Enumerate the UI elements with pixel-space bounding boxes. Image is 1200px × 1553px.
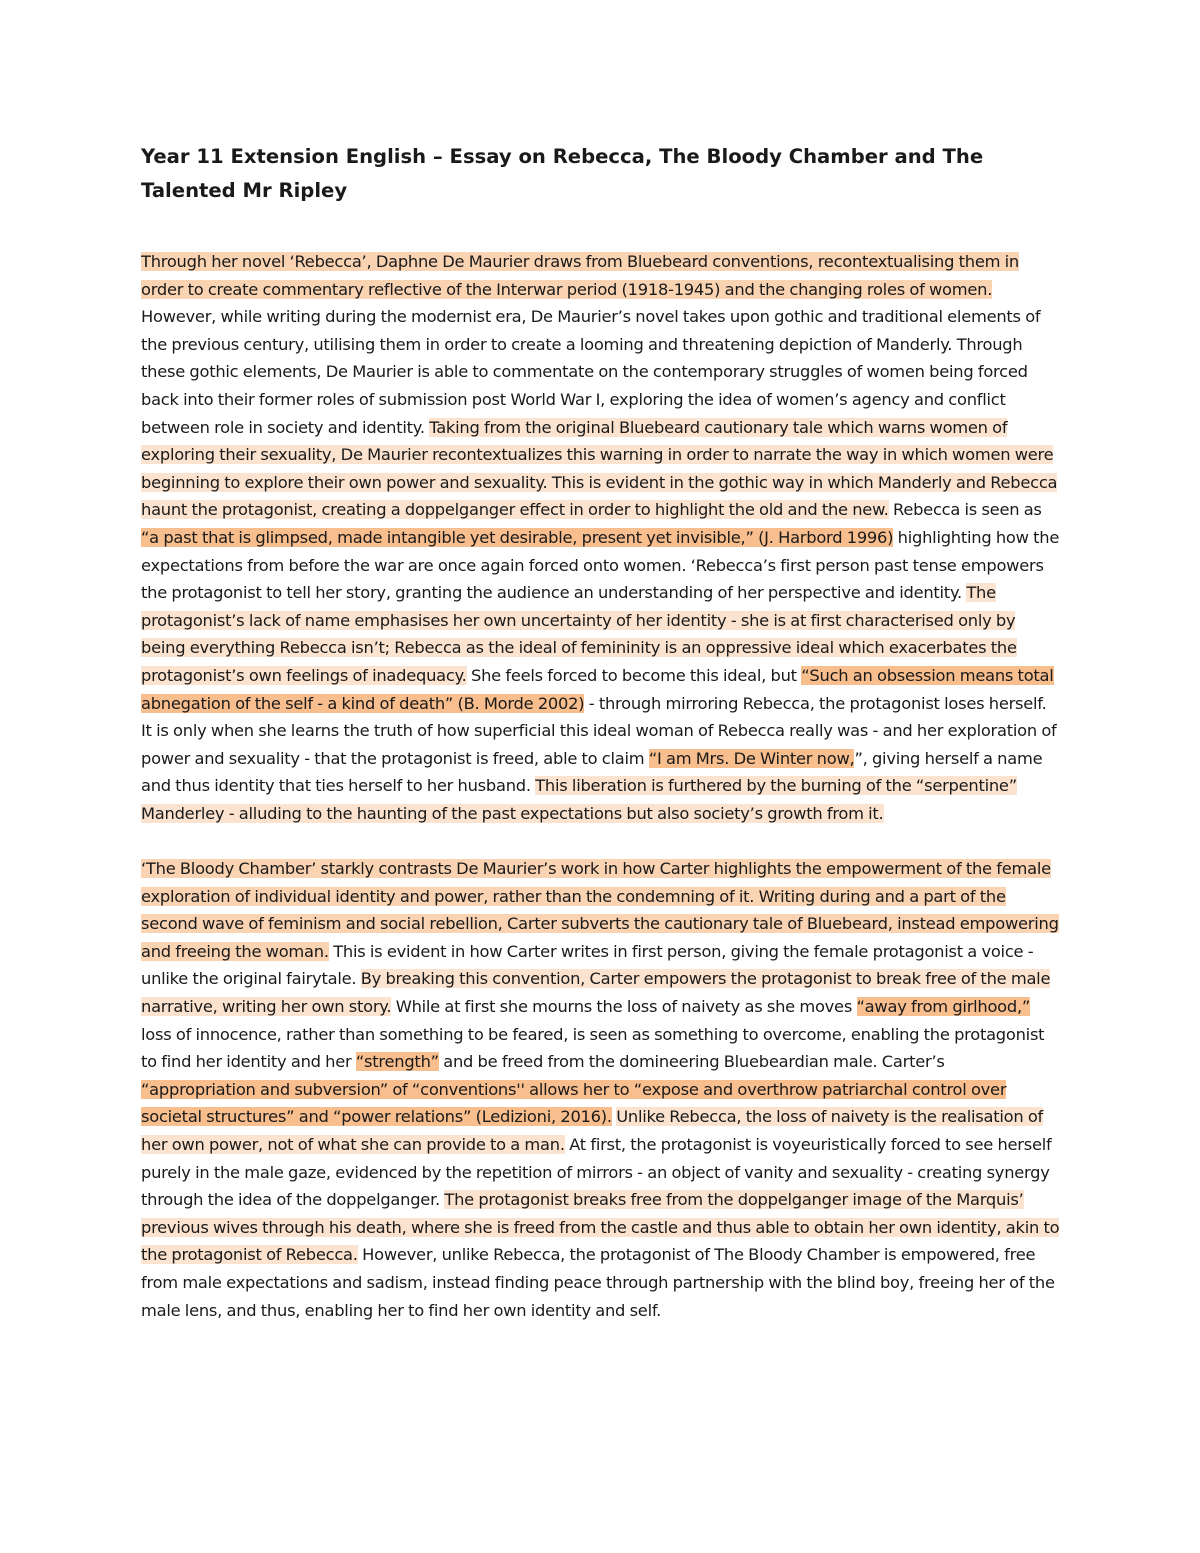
text-segment: Unlike Rebecca, the loss of naivety is the realisation of her own power, not of what she can provide to a man. bbox=[141, 1107, 1044, 1154]
quote-highlight: “strength” bbox=[355, 1052, 439, 1072]
quote-highlight: “Such an obsession means total abnegation of the self - a kind of death” (B. Morde 2002) bbox=[141, 665, 1054, 713]
essay-title: Year 11 Extension English – Essay on Rebecca, The Bloody Chamber and The Talented Mr Ripley bbox=[141, 145, 984, 202]
text-segment: The protagonist’s lack of name emphasises her own uncertainty of her identity - she is at first characterised only by being everything Rebecca isn’t; Rebecca as the ideal of femininity is an oppressive ideal which exacerbates the protagonist’s own feelings of inadequacy. bbox=[141, 583, 1017, 685]
text-segment: The protagonist breaks free from the doppelganger image of the Marquis’ previous wives through his death, where she is freed from the castle and thus able to obtain her own identity, akin to the protagonist of Rebecca. bbox=[141, 1190, 1060, 1265]
text-segment: While at first she mourns the loss of naivety as she moves bbox=[391, 997, 857, 1017]
text-segment: Through her novel ‘Rebecca’, Daphne De Maurier draws from Bluebeard conventions, recontextualising them in order to create commentary reflective of the Interwar period (1918-1945) and the changing roles of women. bbox=[141, 252, 1019, 299]
text-segment: - through mirroring Rebecca, the protagonist loses herself. It is only when she learns the truth of how superficial this ideal woman of Rebecca really was - and her exploration of power and sexuality - that the protagonist is freed, able to claim bbox=[141, 693, 1057, 768]
text-segment: However, unlike Rebecca, the protagonist of The Bloody Chamber is empowered, free from male expectations and sadism, instead finding peace through partnership with the blind boy, freeing her of the male lens, and thus, enabling her to find her own identity and self. bbox=[141, 1245, 1055, 1320]
text-segment: ‘The Bloody Chamber’ starkly contrasts De Maurier’s work in how Carter highlights the empowerment of the female exploration of individual identity and power, rather than the condemning of it. Writing during and a part of the second wave of feminism and social rebellion, Carter subverts the cautionary tale of Bluebeard, instead empowering and freeing the woman. bbox=[141, 859, 1059, 961]
text-segment: loss of innocence, rather than something to be feared, is seen as something to overcome, enabling the protagonist to find her identity and her bbox=[141, 1024, 1045, 1072]
text-segment: She feels forced to become this ideal, but bbox=[466, 665, 802, 685]
text-segment: By breaking this convention, Carter empowers the protagonist to break free of the male narrative, writing her own story. bbox=[141, 969, 1051, 1017]
quote-highlight: “away from girlhood,” bbox=[856, 997, 1031, 1017]
quote-highlight: “a past that is glimpsed, made intangible yet desirable, present yet invisible,” (J. Harbord 1996) bbox=[141, 527, 894, 547]
text-segment: This liberation is furthered by the burning of the “serpentine” Manderley - alluding to the haunting of the past expectations but also society’s growth from it. bbox=[141, 776, 1017, 823]
text-segment: This is evident in how Carter writes in first person, giving the female protagonist a voice - unlike the original fairytale. bbox=[141, 941, 1034, 989]
text-segment: At first, the protagonist is voyeuristically forced to see herself purely in the male gaze, evidenced by the repetition of mirrors - an object of vanity and sexuality - creating synergy through the idea of the doppelganger. bbox=[141, 1135, 1052, 1210]
text-segment: highlighting how the expectations from before the war are once again forced onto women. ‘Rebecca’s first person past tense empowers the protagonist to tell her story, granting the audience an understanding of her perspective and identity. bbox=[141, 527, 1060, 603]
document-page bbox=[141, 140, 1061, 1324]
quote-highlight: “appropriation and subversion” of “conventions'' allows her to “expose and overthrow patriarchal control over societal structures” and “power relations” (Ledizioni, 2016). bbox=[141, 1079, 1007, 1127]
text-segment: ”, giving herself a name and thus identity that ties herself to her husband. bbox=[141, 748, 1043, 796]
quote-highlight: “I am Mrs. De Winter now, bbox=[648, 748, 855, 768]
paragraph-rebecca bbox=[141, 248, 1061, 827]
text-segment: Rebecca is seen as bbox=[888, 500, 1042, 520]
text-segment: However, while writing during the modernist era, De Maurier’s novel takes upon gothic and traditional elements of the previous century, utilising them in order to create a looming and threatening depiction of Manderly. Through these gothic elements, De Maurier is able to commentate on the contemporary struggles of women being forced back into their former roles of submission post World War I, exploring the idea of women’s agency and conflict between role in society and identity. bbox=[141, 307, 1041, 437]
text-segment: Taking from the original Bluebeard cautionary tale which warns women of exploring their sexuality, De Maurier recontextualizes this warning in order to narrate the way in which women were beginning to explore their own power and sexuality. This is evident in the gothic way in which Manderly and Rebecca haunt the protagonist, creating a doppelganger effect in order to highlight the old and the new. bbox=[141, 417, 1058, 520]
text-segment: and be freed from the domineering Bluebeardian male. Carter’s bbox=[438, 1052, 945, 1072]
paragraph-bloody-chamber bbox=[141, 855, 1061, 1324]
